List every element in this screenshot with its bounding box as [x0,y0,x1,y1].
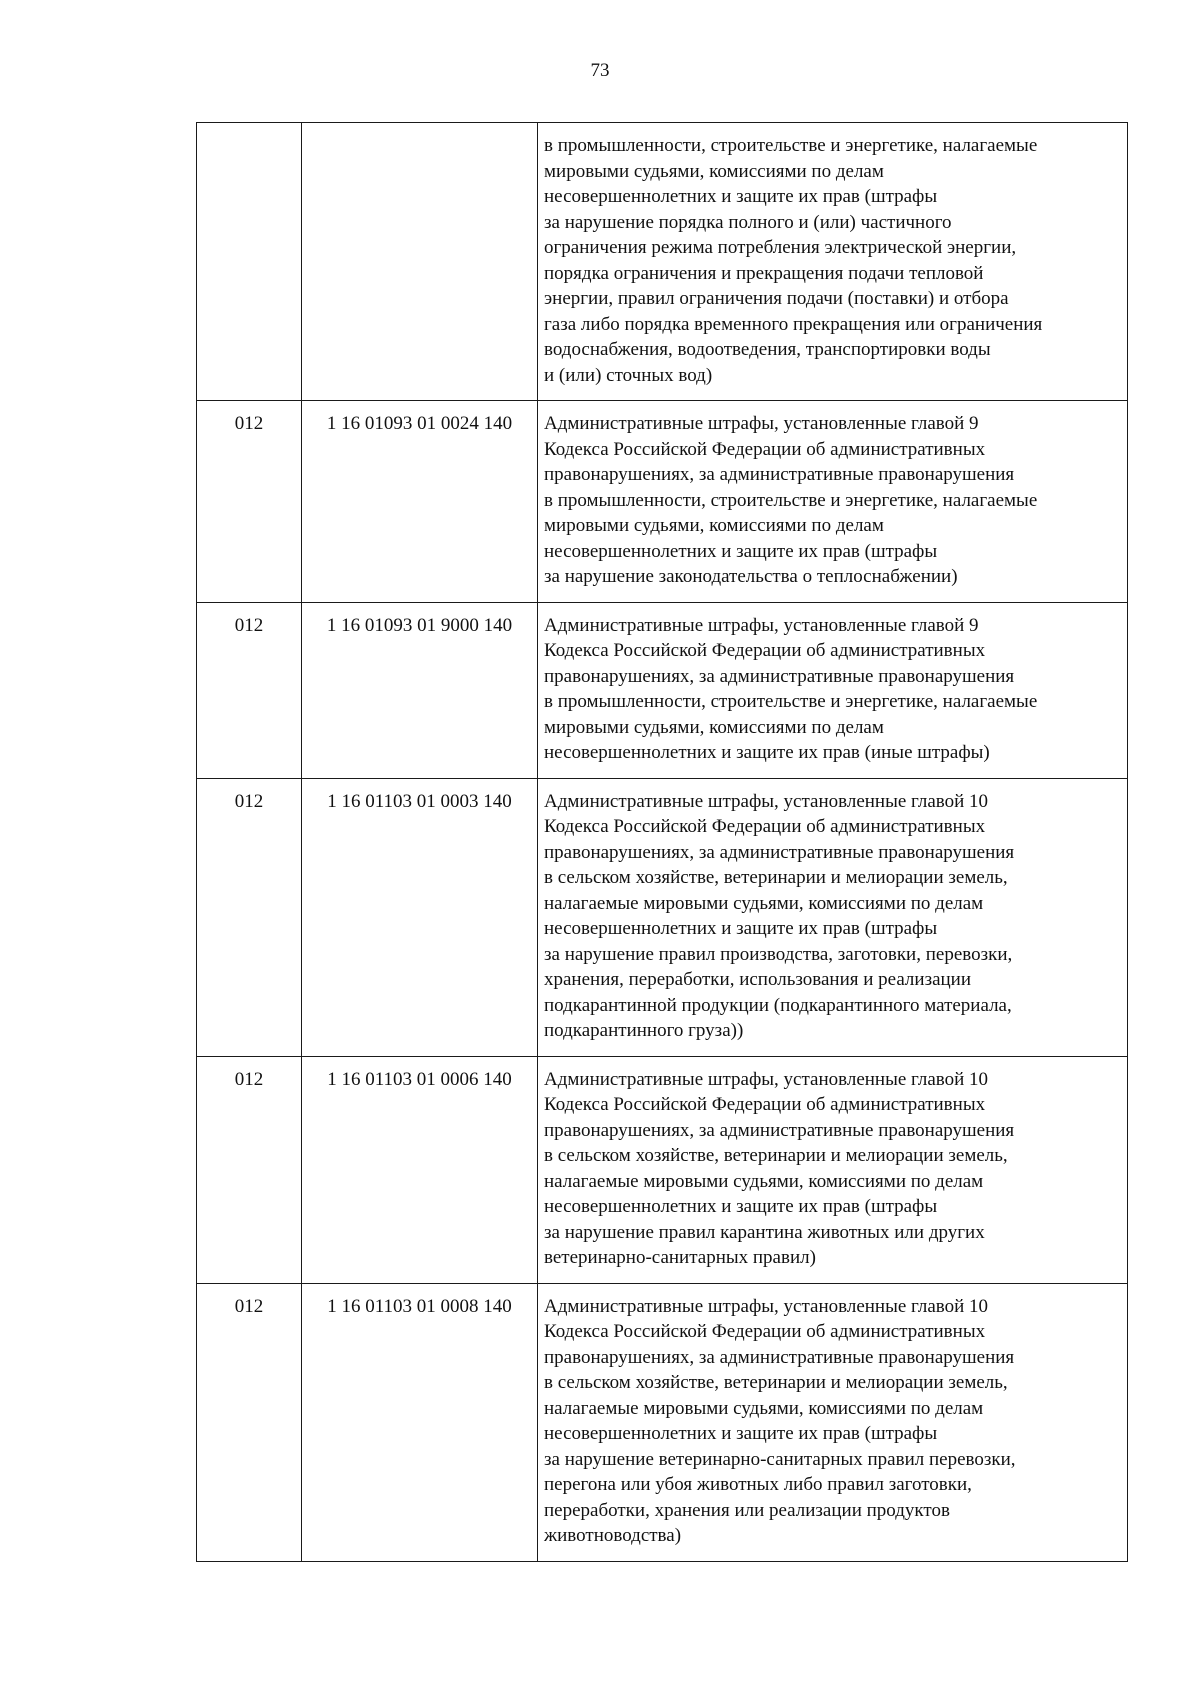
description-cell [538,1056,1128,1283]
description-line: и (или) сточных вод) [544,364,713,386]
description-cell [538,401,1128,603]
description-line: Кодекса Российской Федерации об административных [544,640,986,661]
description-line: за нарушение законодательства о теплоснабжении) [544,566,958,587]
description-line: налагаемые мировыми судьями, комиссиями по делам [544,1170,984,1192]
table-row [197,123,1128,401]
description-line: Административные штрафы, установленные главой 9 [544,614,979,636]
description-line: мировыми судьями, комиссиями по делам [544,716,884,738]
budget-code-cell: 1 16 01103 01 0008 140 [302,1283,538,1561]
description-line: в сельском хозяйстве, ветеринарии и мелиорации земель, [544,1372,1008,1393]
description-line: несовершеннолетних и защите их прав (штрафы [544,918,938,939]
description-line: Кодекса Российской Федерации об административных [544,1321,986,1342]
description-line: подкарантинного груза)) [544,1020,744,1041]
description-line: за нарушение порядка полного и (или) частичного [544,211,952,233]
description-line: Кодекса Российской Федерации об административных [544,1094,986,1115]
description-cell [538,123,1128,401]
description-line: в промышленности, строительстве и энергетике, налагаемые [544,691,1038,712]
admin-code-cell: 012 [197,602,302,778]
description-line: Кодекса Российской Федерации об административных [544,816,986,837]
description-line: правонарушениях, за административные правонарушения [544,1119,1015,1141]
description-line: порядка ограничения и прекращения подачи тепловой [544,262,984,284]
description-line: перегона или убоя животных либо правил заготовки, [544,1474,972,1495]
budget-code-cell: 1 16 01103 01 0006 140 [302,1056,538,1283]
description-line: мировыми судьями, комиссиями по делам [544,160,884,182]
description-line: правонарушениях, за административные правонарушения [544,841,1015,863]
description-line: в промышленности, строительстве и энергетике, налагаемые [544,489,1038,511]
description-line: Административные штрафы, установленные главой 10 [544,790,989,812]
table-row [197,1056,1128,1283]
admin-code-cell [197,123,302,401]
admin-code-cell: 012 [197,778,302,1056]
description-line: правонарушениях, за административные правонарушения [544,464,1015,485]
page-number: 73 [590,60,610,81]
description-line: за нарушение правил производства, заготовки, перевозки, [544,943,1013,965]
budget-code-cell: 1 16 01093 01 9000 140 [302,602,538,778]
description-line: несовершеннолетних и защите их прав (штрафы [544,186,938,207]
description-line: несовершеннолетних и защите их прав (штрафы [544,1423,938,1444]
table-row [197,778,1128,1056]
description-line: за нарушение ветеринарно-санитарных правил перевозки, [544,1448,1016,1470]
description-line: правонарушениях, за административные правонарушения [544,665,1015,687]
admin-code-cell: 012 [197,1283,302,1561]
description-line: Административные штрафы, установленные главой 9 [544,413,979,434]
description-line: в сельском хозяйстве, ветеринарии и мелиорации земель, [544,867,1008,888]
table-row [197,602,1128,778]
description-cell [538,1283,1128,1561]
description-line: несовершеннолетних и защите их прав (штрафы [544,540,938,562]
table-row [197,401,1128,603]
description-line: переработки, хранения или реализации продуктов [544,1499,950,1521]
budget-code-cell: 1 16 01093 01 0024 140 [302,401,538,603]
description-line: подкарантинной продукции (подкарантинного материала, [544,994,1012,1016]
table-row [197,1283,1128,1561]
description-line: животноводства) [544,1525,682,1546]
description-line: правонарушениях, за административные правонарушения [544,1346,1015,1368]
description-line: энергии, правил ограничения подачи (поставки) и отбора [544,288,1009,309]
description-line: мировыми судьями, комиссиями по делам [544,515,884,536]
description-line: Кодекса Российской Федерации об административных [544,438,986,460]
description-line: за нарушение правил карантина животных или других [544,1221,985,1243]
description-line: водоснабжения, водоотведения, транспортировки воды [544,339,991,360]
description-line: несовершеннолетних и защите их прав (иные штрафы) [544,742,990,763]
description-line: Административные штрафы, установленные главой 10 [544,1068,989,1090]
description-line: ограничения режима потребления электрической энергии, [544,237,1017,258]
description-line: несовершеннолетних и защите их прав (штрафы [544,1196,938,1217]
description-line: хранения, переработки, использования и реализации [544,969,972,990]
description-line: ветеринарно-санитарных правил) [544,1247,816,1268]
budget-code-cell: 1 16 01103 01 0003 140 [302,778,538,1056]
description-line: налагаемые мировыми судьями, комиссиями по делам [544,892,984,914]
admin-code-cell: 012 [197,401,302,603]
description-cell [538,778,1128,1056]
description-line: налагаемые мировыми судьями, комиссиями по делам [544,1397,984,1419]
budget-classification-table [196,122,1128,1562]
description-line: Административные штрафы, установленные главой 10 [544,1295,989,1317]
description-line: в сельском хозяйстве, ветеринарии и мелиорации земель, [544,1145,1008,1166]
admin-code-cell: 012 [197,1056,302,1283]
budget-code-cell [302,123,538,401]
description-line: в промышленности, строительстве и энергетике, налагаемые [544,135,1038,156]
description-cell [538,602,1128,778]
description-line: газа либо порядка временного прекращения или ограничения [544,313,1043,335]
table-body [197,123,1128,1562]
